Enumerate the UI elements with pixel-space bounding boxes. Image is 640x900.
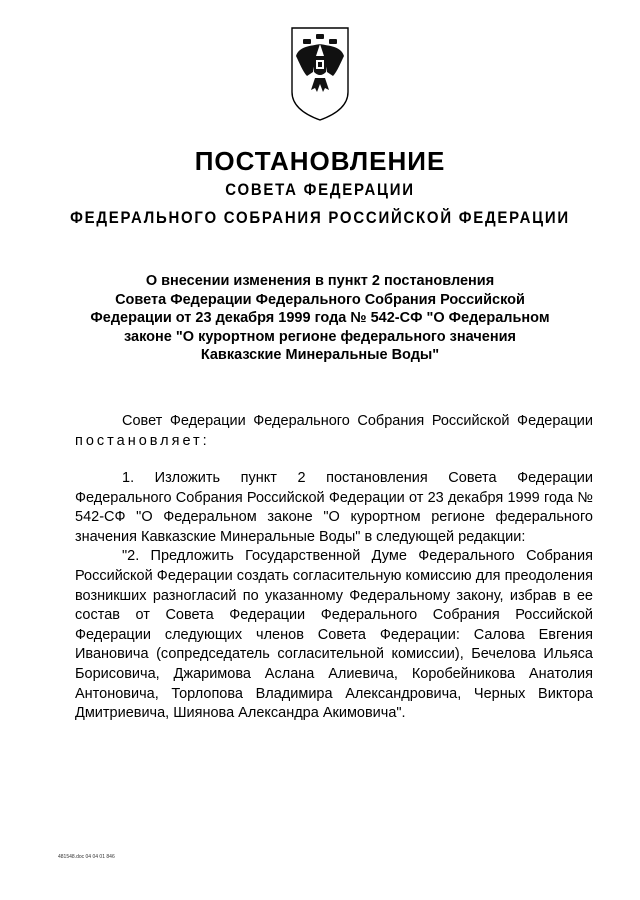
subject-heading [60,272,580,365]
subject-line: О внесении изменения в пункт 2 постановления [145,273,495,289]
subject-line: законе "О курортном регионе федерального значения [124,328,516,345]
subject-line: Совета Федерации Федерального Собрания Российской [115,291,525,308]
subject-line: Федерации от 23 декабря 1999 года № 542-СФ "О Федеральном [90,310,550,326]
intro-verb: постановляет: [75,432,210,449]
issuer-line-1: СОВЕТА ФЕДЕРАЦИИ [225,180,415,199]
intro-paragraph [75,412,593,451]
resolution-body [75,469,593,724]
state-emblem-icon [289,26,351,122]
item-1-paragraph: 1. Изложить пункт 2 постановления Совета Федерации Федерального Собрания Российской Федерации от 23 декабря 1999 года № 542-СФ "О Федеральном законе "О курортном регионе федерального значения Кавказские Минеральные Воды" в следующей редакции: [75,470,593,545]
document-title: ПОСТАНОВЛЕНИЕ [194,146,446,176]
quoted-paragraph: "2. Предложить Государственной Думе Федерального Собрания Российской Федерации создать согласительную комиссию для преодоления возникших разногласий по указанному Федеральному закону, избрав в ее состав от Совета Федерации Федерального Собрания Российской Федерации следующих членов Совета Федерации: Салова Евгения Ивановича (сопредседатель согласительной комиссии), Бечелова Ильяса Борисовича, Джаримова Аслана Алиевича, Коробейникова Анатолия Антоновича, Торлопова Владимира Александровича, Черных Виктора Дмитриевича, Шиянова Александра Акимовича". [75,548,593,722]
file-reference: 481548.doc 04 04 01 846 [58,854,115,860]
issuer-line-2: ФЕДЕРАЛЬНОГО СОБРАНИЯ РОССИЙСКОЙ ФЕДЕРАЦИИ [70,208,570,227]
intro-text: Совет Федерации Федерального Собрания Российской Федерации [122,413,593,429]
subject-line: Кавказские Минеральные Воды" [200,347,440,363]
